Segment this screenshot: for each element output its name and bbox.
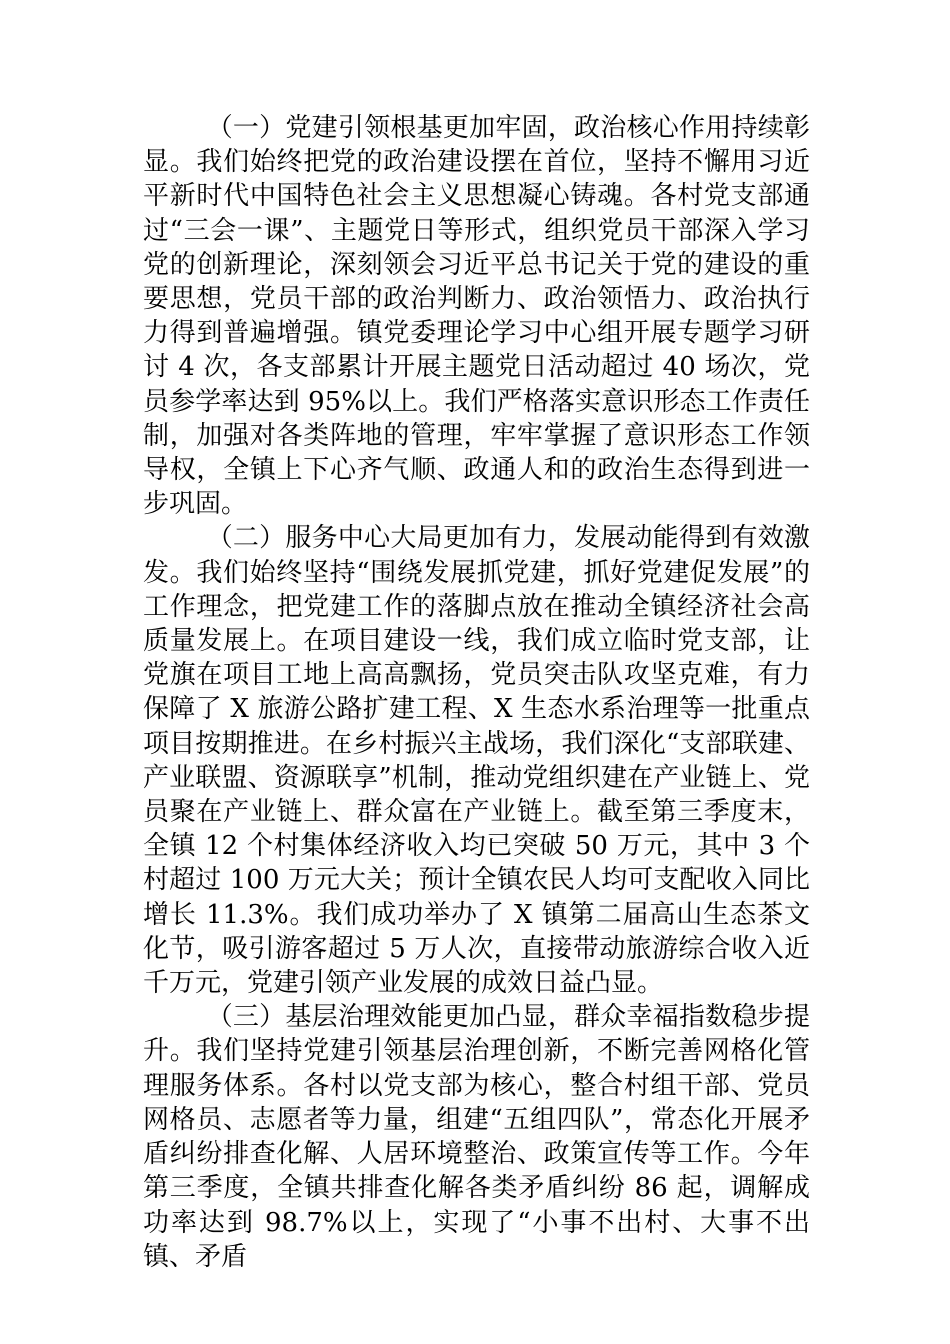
document-body — [143, 111, 810, 1274]
paragraph-development-service: （二）服务中心大局更加有力，发展动能得到有效激发。我们始终坚持“围绕发展抓党建，抓好党建促发展”的工作理念，把党建工作的落脚点放在推动全镇经济社会高质量发展上。在项目建设一线，我们成立临时党支部，让党旗在项目工地上高高飘扬，党员突击队攻坚克难，有力保障了 X 旅游公路扩建工程、X 生态水系治理等一批重点项目按期推进。在乡村振兴主战场，我们深化“支部联建、产业联盟、资源联享”机制，推动党组织建在产业链上、党员聚在产业链上、群众富在产业链上。截至第三季度末，全镇 12 个村集体经济收入均已突破 50 万元，其中 3 个村超过 100 万元大关；预计全镇农民人均可支配收入同比增长 11.3%。我们成功举办了 X 镇第二届高山生态茶文化节，吸引游客超过 5 万人次，直接带动旅游综合收入近千万元，党建引领产业发展的成效日益凸显。 — [143, 523, 810, 999]
paragraph-party-building: （一）党建引领根基更加牢固，政治核心作用持续彰显。我们始终把党的政治建设摆在首位，坚持不懈用习近平新时代中国特色社会主义思想凝心铸魂。各村党支部通过“三会一课”、主题党日等形式，组织党员干部深入学习党的创新理论，深刻领会习近平总书记关于党的建设的重要思想，党员干部的政治判断力、政治领悟力、政治执行力得到普遍增强。镇党委理论学习中心组开展专题学习研讨 4 次，各支部累计开展主题党日活动超过 40 场次，党员参学率达到 95%以上。我们严格落实意识形态工作责任制，加强对各类阵地的管理，牢牢掌握了意识形态工作领导权，全镇上下心齐气顺、政通人和的政治生态得到进一步巩固。 — [143, 113, 810, 520]
paragraph-grassroots-governance: （三）基层治理效能更加凸显，群众幸福指数稳步提升。我们坚持党建引领基层治理创新，不断完善网格化管理服务体系。各村以党支部为核心，整合村组干部、党员网格员、志愿者等力量，组建“五组四队”，常态化开展矛盾纠纷排查化解、人居环境整治、政策宣传等工作。今年第三季度，全镇共排查化解各类矛盾纠纷 86 起，调解成功率达到 98.7%以上，实现了“小事不出村、大事不出镇、矛盾 — [143, 1002, 810, 1272]
